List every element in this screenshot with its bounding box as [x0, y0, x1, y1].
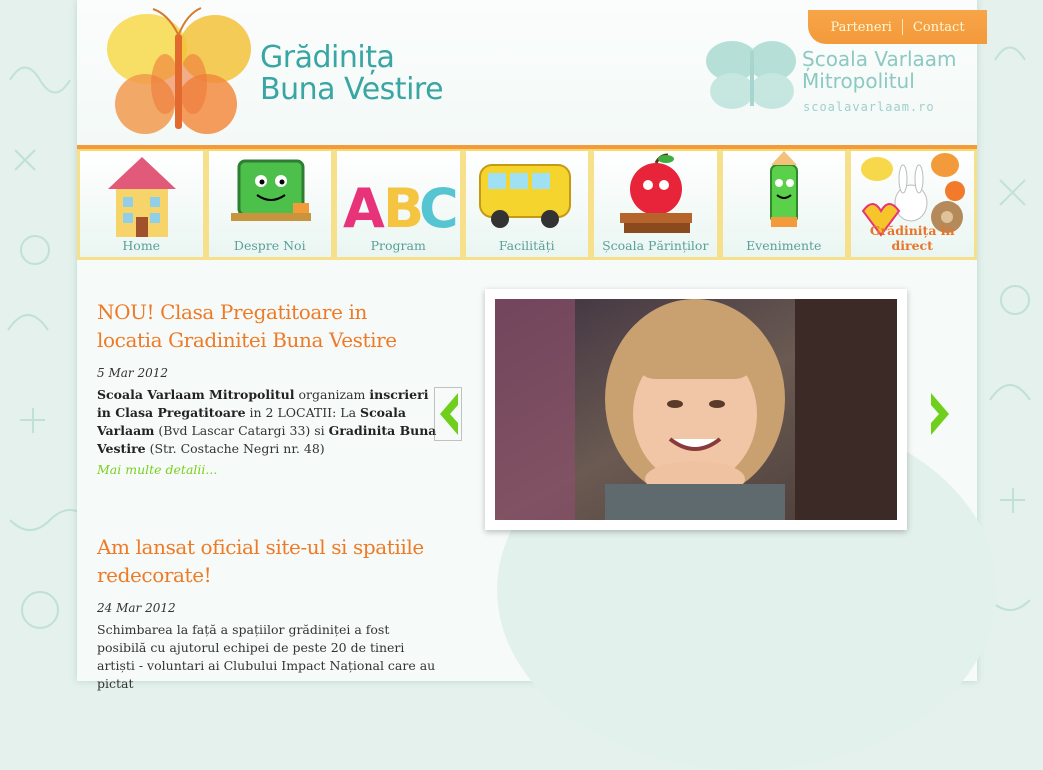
school-url: scoalavarlaam.ro [803, 100, 935, 114]
nav-item-scoala-parintilor[interactable] [591, 149, 720, 260]
site-title-line2: Buna Vestire [260, 72, 444, 107]
apple-books-icon [594, 151, 717, 241]
top-links-divider [902, 19, 903, 35]
news-body-bold: inscrieri in Clasa Pregatitoare [97, 387, 429, 420]
news-body-bold: Scoala Varlaam [97, 405, 406, 438]
school-name-line1: Școala Varlaam [802, 47, 957, 71]
chalkboard-icon [209, 151, 332, 241]
news-date: 5 Mar 2012 [97, 366, 168, 380]
top-links-bar [808, 10, 987, 44]
school-name-line2: Mitropolitul [802, 69, 915, 93]
pencil-icon [723, 151, 846, 241]
svg-text:A: A [343, 177, 385, 240]
nav-item-gradinita-in-direct[interactable] [848, 149, 977, 260]
abc-icon [337, 151, 460, 241]
nav-item-facilitati[interactable] [463, 149, 592, 260]
more-details-link[interactable]: Mai multe detalii... [97, 462, 218, 477]
nav-label-program: Program [370, 238, 426, 253]
nav-label-scoala-parintilor: Școala Părinților [602, 238, 709, 253]
slider-photo [495, 299, 897, 520]
school-name [802, 48, 957, 92]
nav-label-home: Home [122, 238, 161, 253]
news-body: Schimbarea la față a spațiilor grădiniței a fost posibilă cu ajutorul echipei de peste 20 de tineri artiști - voluntari ai Clubului Impact Național care au pictat [97, 622, 436, 691]
site-header [77, 0, 977, 146]
nav-item-evenimente[interactable] [720, 149, 849, 260]
news-title[interactable]: Am lansat oficial site-ul si spatiile redecorate! [97, 535, 424, 587]
contact-link[interactable]: Contact [912, 19, 965, 35]
butterfly-logo-icon[interactable] [95, 4, 260, 139]
news-body-text: in 2 LOCATII: La [245, 405, 361, 420]
svg-text:C: C [419, 177, 459, 240]
news-body-text: organizam [294, 387, 370, 402]
page-container [77, 0, 977, 691]
site-title[interactable] [260, 42, 443, 106]
main-navigation [77, 149, 977, 260]
svg-text:B: B [383, 177, 425, 240]
news-title[interactable]: NOU! Clasa Pregatitoare in locatia Gradinitei Buna Vestire [97, 300, 397, 352]
photo-slider[interactable] [485, 289, 907, 530]
school-bus-icon [466, 151, 589, 241]
news-item [97, 533, 437, 693]
house-icon [80, 151, 203, 241]
news-body-bold: Gradinita Buna Vestire [97, 423, 437, 456]
nav-label-gradinita-in-direct: Grădinița în direct [869, 223, 955, 253]
slider-next-arrow-icon[interactable] [927, 387, 955, 441]
nav-item-home[interactable] [77, 149, 206, 260]
news-body-bold: Scoala Varlaam Mitropolitul [97, 387, 295, 402]
news-date: 24 Mar 2012 [97, 601, 176, 615]
slider-prev-arrow-icon[interactable] [434, 387, 462, 441]
parteneri-link[interactable]: Parteneri [830, 19, 892, 35]
site-title-line1: Grădinița [260, 40, 395, 75]
news-body-text: (Bvd Lascar Catargi 33) si [154, 423, 329, 438]
nav-item-despre-noi[interactable] [206, 149, 335, 260]
news-body-text: (Str. Costache Negri nr. 48) [145, 441, 325, 456]
news-item [97, 298, 437, 477]
nav-label-despre-noi: Despre Noi [233, 238, 306, 253]
news-body [97, 386, 437, 458]
nav-label-evenimente: Evenimente [746, 238, 822, 253]
nav-item-program[interactable] [334, 149, 463, 260]
nav-label-facilitati: Facilități [498, 238, 555, 253]
main-content [77, 260, 977, 691]
